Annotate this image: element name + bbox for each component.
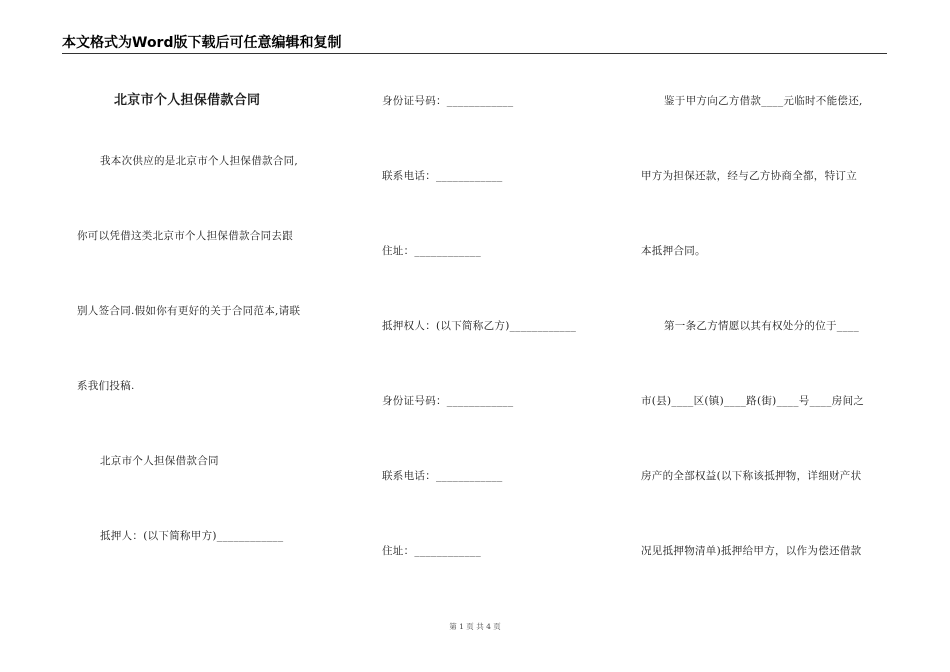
- document-header: 本文格式为Word版下载后可任意编辑和复制: [62, 35, 342, 51]
- form-field-address: 住址：____________: [382, 245, 481, 257]
- paragraph-line: 别人签合同.假如你有更好的关于合同范本,请联: [77, 305, 301, 317]
- paragraph-line: 鉴于甲方向乙方借款____元临时不能偿还,: [664, 95, 863, 107]
- form-field-phone: 联系电话：____________: [382, 170, 503, 182]
- section-heading: 北京市个人担保借款合同: [100, 455, 219, 467]
- paragraph-line: 况见抵押物清单)抵押给甲方，以作为偿还借款: [641, 545, 862, 557]
- paragraph-line: 房产的全部权益(以下称该抵押物，详细财产状: [641, 470, 862, 482]
- paragraph-line: 我本次供应的是北京市个人担保借款合同,: [100, 155, 299, 167]
- paragraph-line: 市(县)____区(镇)____路(街)____号____房间之: [641, 395, 865, 407]
- paragraph-line: 甲方为担保还款，经与乙方协商全都，特订立: [641, 170, 857, 182]
- header-rule: [62, 53, 887, 54]
- paragraph-line: 你可以凭借这类北京市个人担保借款合同去跟: [77, 230, 293, 242]
- form-field-phone: 联系电话：____________: [382, 470, 503, 482]
- form-field-address: 住址：____________: [382, 545, 481, 557]
- paragraph-line: 第一条乙方情愿以其有权处分的位于____: [664, 320, 859, 332]
- form-field-id-number: 身份证号码：____________: [382, 395, 514, 407]
- form-field-mortgagee: 抵押权人：(以下简称乙方)____________: [382, 320, 577, 332]
- form-field-id-number: 身份证号码：____________: [382, 95, 514, 107]
- form-field-mortgagor: 抵押人：(以下简称甲方)____________: [100, 530, 284, 542]
- page-number: 第 1 页 共 4 页: [449, 622, 501, 631]
- document-title: 北京市个人担保借款合同: [114, 93, 261, 108]
- paragraph-line: 本抵押合同。: [641, 245, 706, 257]
- paragraph-line: 系我们投稿.: [77, 380, 135, 392]
